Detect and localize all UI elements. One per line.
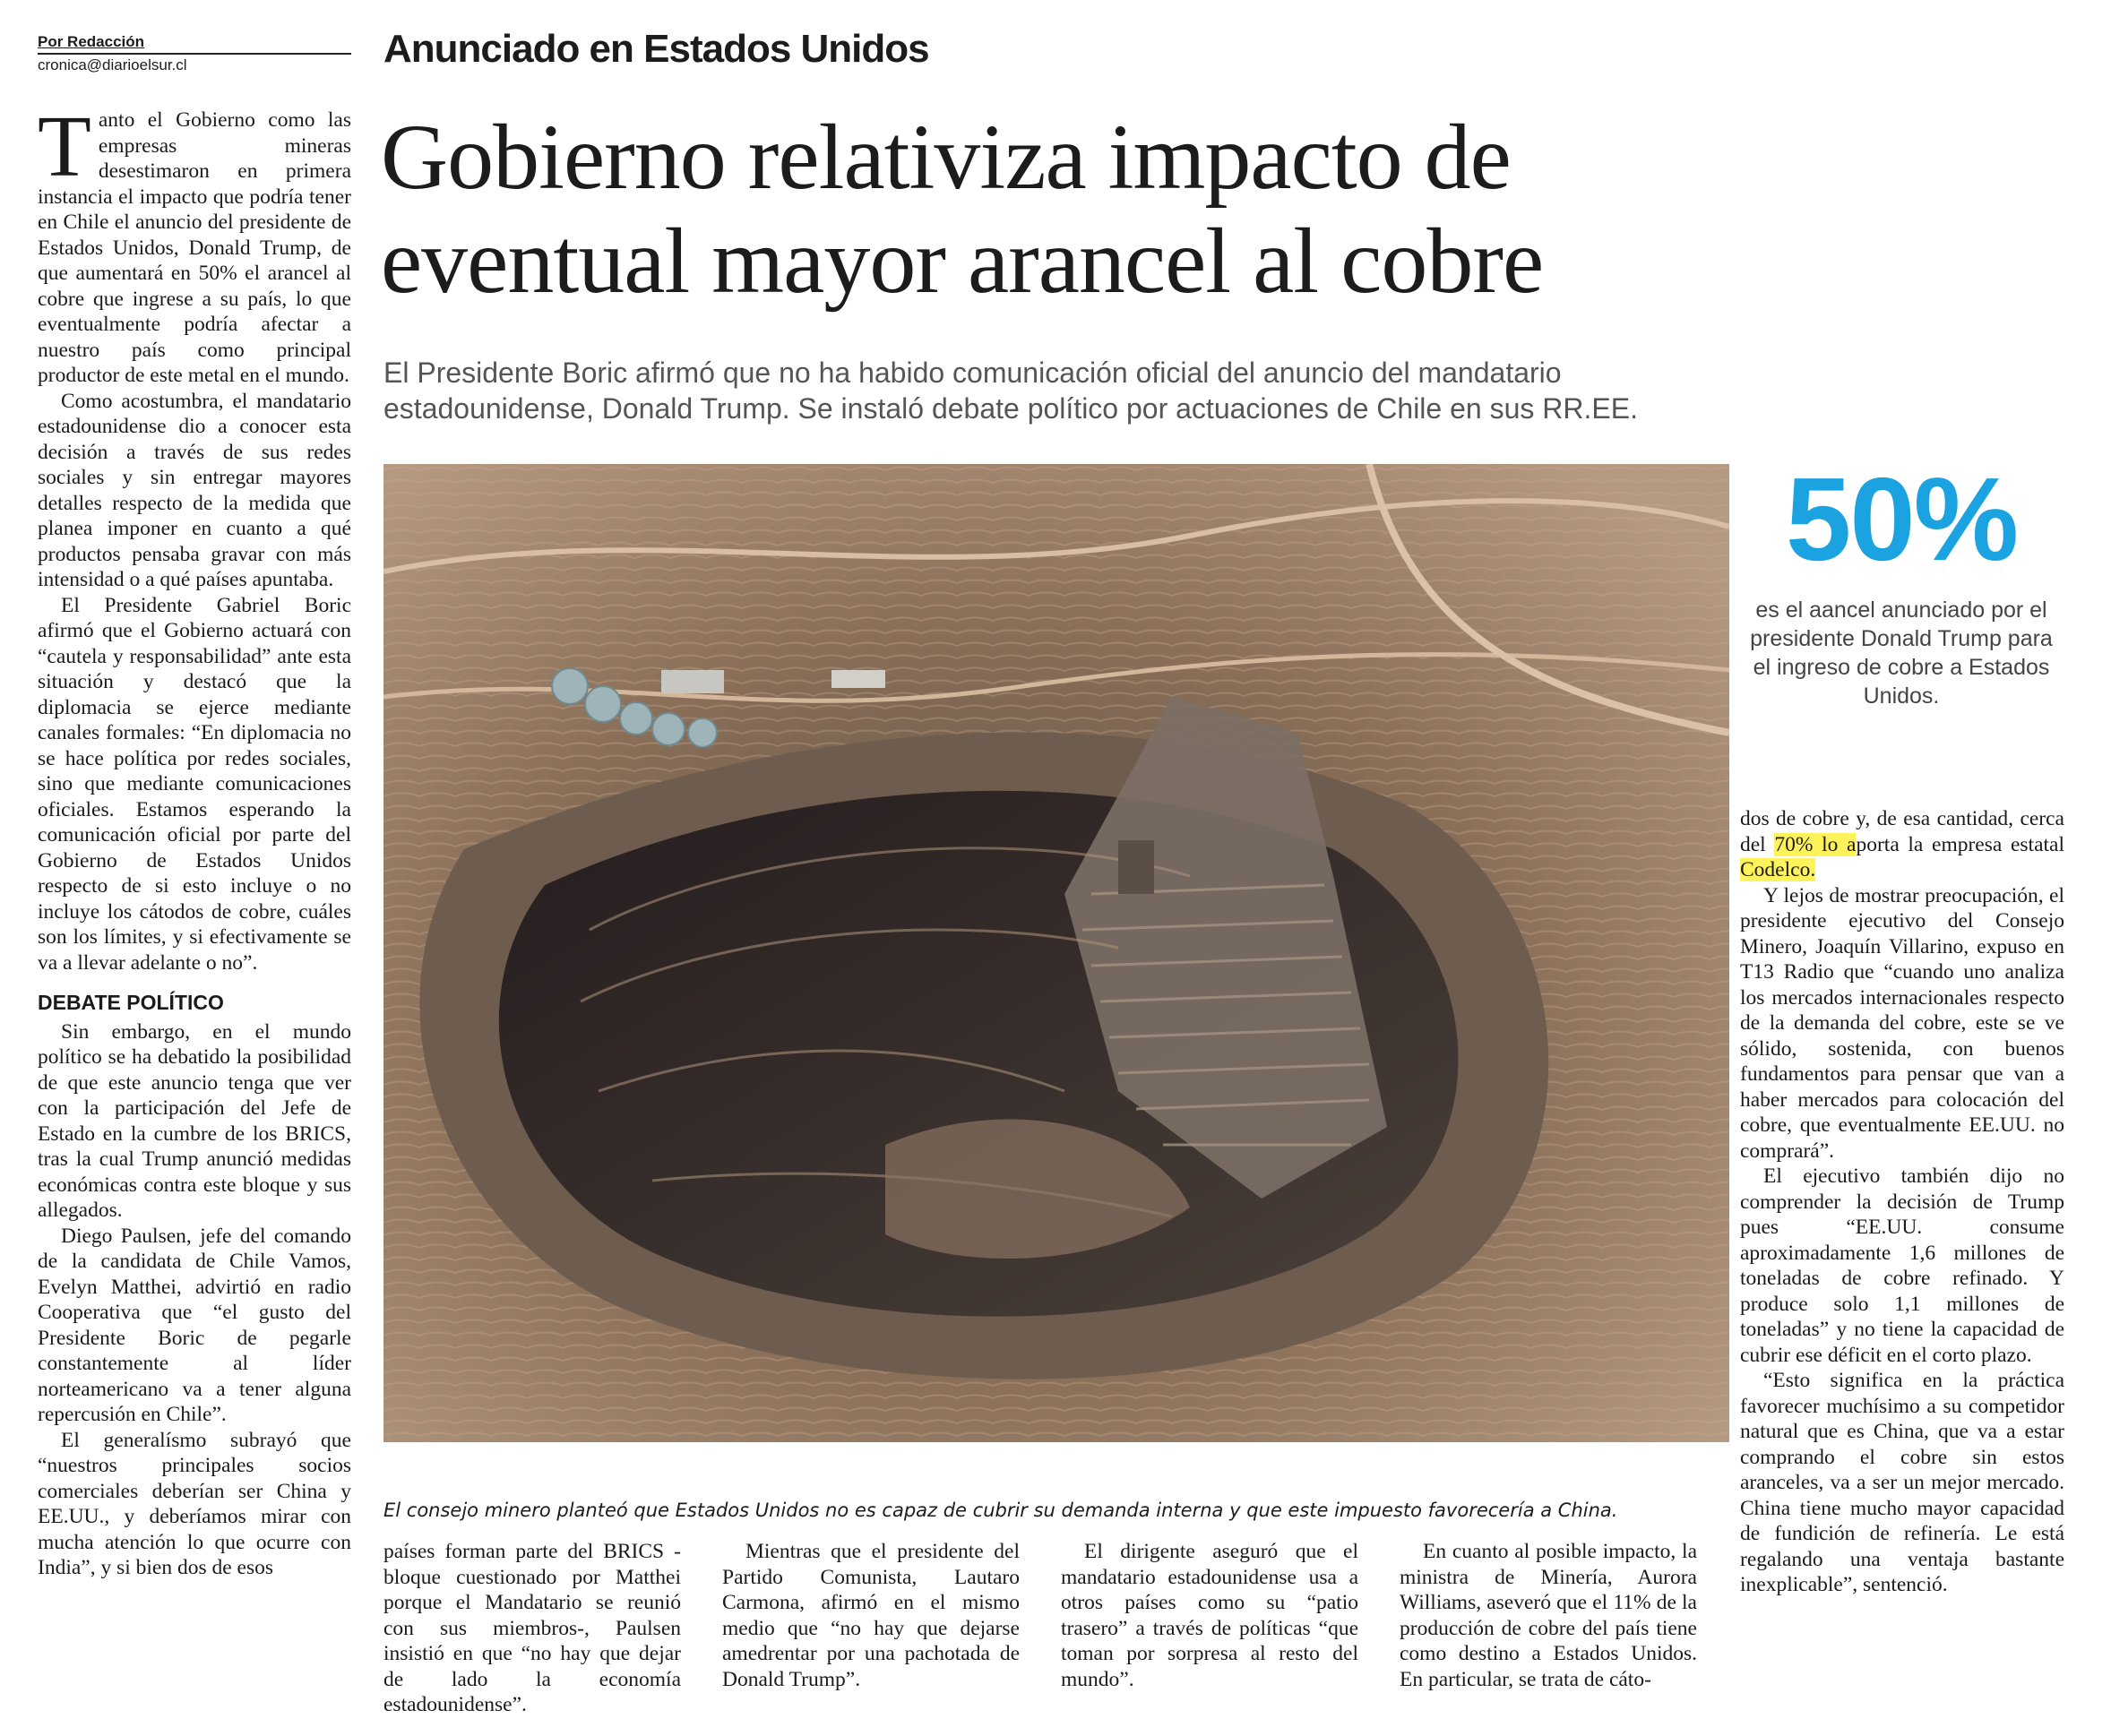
byline-email: cronica@diarioelsur.cl: [38, 56, 187, 73]
drop-cap: T: [38, 99, 91, 195]
paragraph: El generalísmo subrayó que “nuestros principales socios comerciales deberían ser China y EE.UU., y deberíamos mirar con mucha atención lo que ocurre con India”, y si bien dos de esos: [38, 1428, 351, 1579]
paragraph: Diego Paulsen, jefe del comando de la candidata de Chile Vamos, Evelyn Matthei, advirtió en radio Cooperativa que “el gusto del Presidente Boric de pegarle constantemente al líder norteamericano va a tener alguna repercusión en Chile”.: [38, 1224, 351, 1426]
paragraph: El ejecutivo también dijo no comprender la decisión de Trump pues “EE.UU. consume aproximadamente 1,6 millones de toneladas de cobre refinado. Y produce solo 1,1 millones de toneladas” y no tiene la capacidad de cubrir ese déficit en el corto plazo.: [1740, 1164, 2064, 1367]
photo-caption: El consejo minero planteó que Estados Unidos no es capaz de cubrir su demanda interna y que este impuesto favorecería a China.: [383, 1500, 1618, 1521]
paragraph: Como acostumbra, el mandatario estadounidense dio a conocer esta decisión a través de sus redes sociales y sin entregar mayores detalles respecto de la medida que planea imponer en cuanto a qué productos pensaba gravar con más intensidad o a qué países apuntaba.: [38, 389, 351, 591]
subhead: El Presidente Boric afirmó que no ha habido comunicación oficial del anuncio del mandatario estadounidense, Donald Trump. Se instaló debate político por actuaciones de Chile en sus RR.EE.: [383, 357, 1638, 425]
headline-line-1: Gobierno relativiza impacto de: [381, 106, 1511, 209]
article-column-bottom-2: [722, 1539, 1020, 1692]
article-column-left: [38, 99, 351, 1581]
stat-value: 50%: [1785, 453, 2018, 585]
article-column-right: [1740, 806, 2064, 1598]
section-subtitle: DEBATE POLÍTICO: [38, 991, 224, 1014]
paragraph: En cuanto al posible impacto, la ministra de Minería, Aurora Williams, aseveró que el 11% de la producción de cobre del país tiene como destino a Estados Unidos. En particular, se trata de cáto-: [1400, 1540, 1697, 1691]
byline-rule: [38, 53, 351, 55]
stat-description: es el aancel anunciado por el presidente Donald Trump para el ingreso de cobre a Estados Unidos.: [1750, 597, 2053, 709]
article-column-bottom-1: [383, 1539, 681, 1718]
article-column-bottom-4: [1400, 1539, 1697, 1692]
paragraph: países forman parte del BRICS -bloque cuestionado por Matthei porque el Mandatario se reunió con sus miembros-, Paulsen insistió en que “no hay que dejar de lado la economía estadounidense”.: [383, 1540, 681, 1716]
article-column-bottom-3: [1061, 1539, 1358, 1692]
paragraph: El dirigente aseguró que el mandatario estadounidense usa a otros países como su “patio trasero” a través de políticas “que toman por sorpresa al resto del mundo”.: [1061, 1540, 1358, 1691]
headline-line-2: eventual mayor arancel al cobre: [381, 210, 1544, 313]
paragraph: dos de cobre y, de esa cantidad, cerca del 70% lo aporta la empresa estatal Codelco.: [1740, 807, 2064, 881]
paragraph: Tanto el Gobierno como las empresas mineras desestimaron en primera instancia el impacto que podría tener en Chile el anuncio del presidente de Estados Unidos, Donald Trump, de que aumentará en 50% el arancel al cobre que ingrese a su país, lo que eventualmente podría afectar a nuestro país como principal productor de este metal en el mundo.: [38, 99, 351, 387]
mine-illustration: [383, 464, 1729, 1442]
paragraph: “Esto significa en la práctica favorecer muchísimo a su competidor natural que es China, que va a estar comprando el cobre sin estos aranceles, va a ser un mejor mercado. China tiene mucho mayor capacidad de fundición de refinería. Le está regalando una ventaja bastante inexplicable”, sentenció.: [1740, 1369, 2064, 1596]
paragraph: Y lejos de mostrar preocupación, el presidente ejecutivo del Consejo Minero, Joaquín Villarino, expuso en T13 Radio que “cuando uno analiza los mercados internacionales respecto de la demanda del cobre, este se ve sólido, sostenida, con buenos fundamentos para pensar que van a haber mercados para colocación del cobre, que eventualmente EE.UU. no comprará”.: [1740, 883, 2064, 1163]
byline-author: Por Redacción: [38, 33, 145, 50]
paragraph: Mientras que el presidente del Partido Comunista, Lautaro Carmona, afirmó en el mismo medio que “no hay que dejarse amedrentar por una pachotada de Donald Trump”.: [722, 1540, 1020, 1691]
stat-callout: [1740, 453, 2063, 710]
byline: [38, 32, 351, 75]
kicker: Anunciado en Estados Unidos: [383, 27, 929, 71]
highlighted-text: 70% lo a: [1774, 832, 1857, 856]
paragraph: Sin embargo, en el mundo político se ha debatido la posibilidad de que este anuncio tenga que ver con la participación del Jefe de Estado en la cumbre de los BRICS, tras la cual Trump anunció medidas económicas contra este bloque y sus allegados.: [38, 1019, 351, 1222]
mine-aerial-photo: [383, 464, 1729, 1442]
paragraph: El Presidente Gabriel Boric afirmó que el Gobierno actuará con “cautela y responsabilidad” ante esta situación y destacó que la diplomacia se ejerce mediante canales formales: “En diplomacia no se hace política por redes sociales, sino que mediante comunicaciones oficiales. Estamos esperando la comunicación oficial por parte del Gobierno de Estados Unidos respecto de si esto incluye o no incluye los cátodos de cobre, cuáles son los límites, y si efectivamente se va a llevar adelante o no”.: [38, 593, 351, 975]
headline: [381, 106, 1814, 314]
highlighted-text: Codelco.: [1740, 858, 1816, 881]
